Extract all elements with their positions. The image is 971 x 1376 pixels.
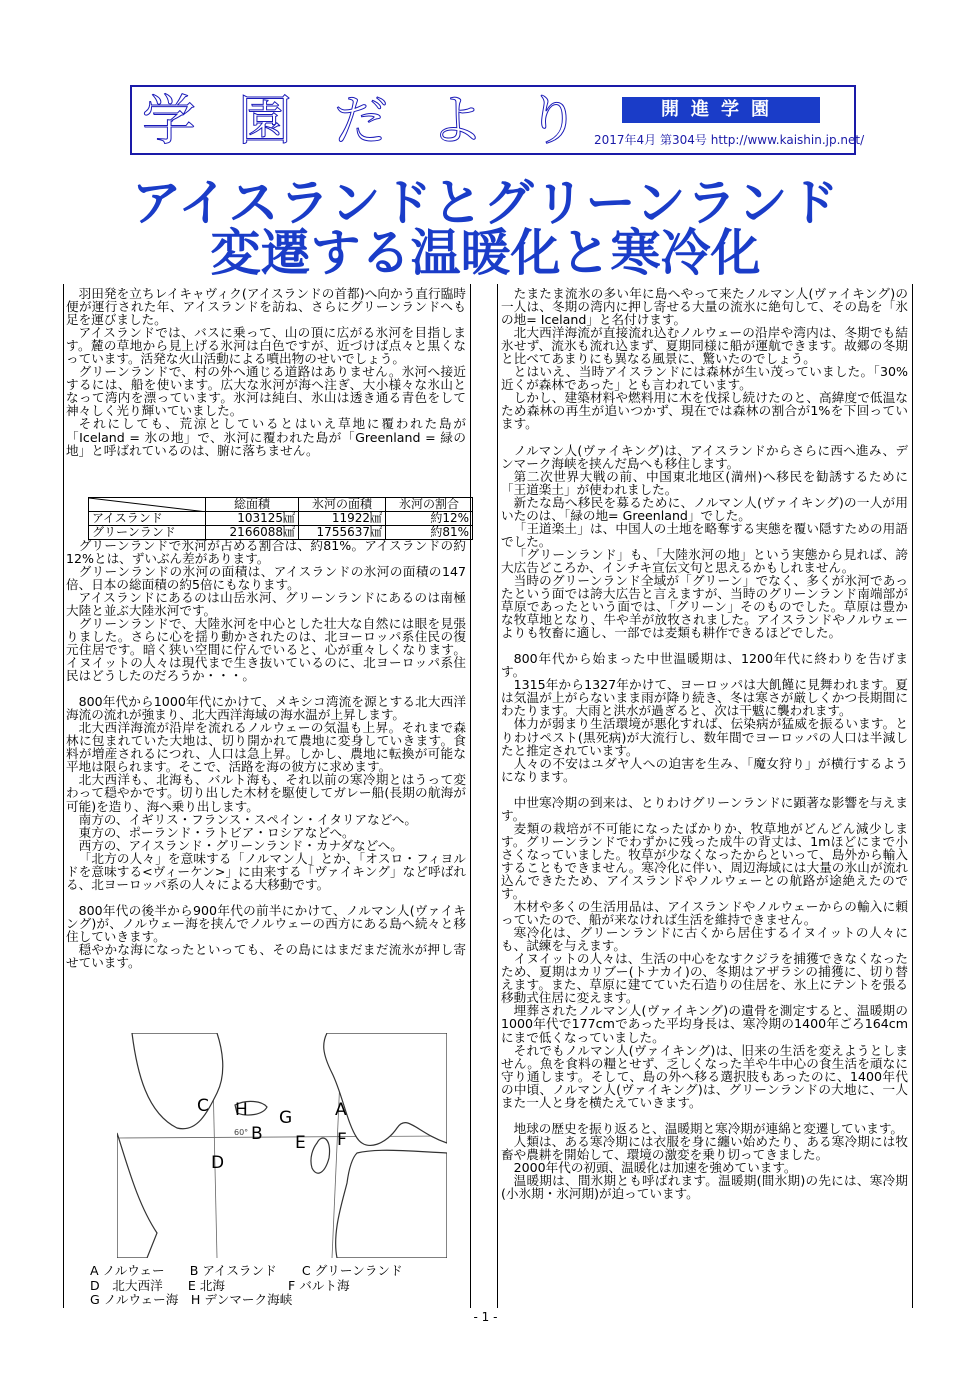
paragraph: しかし、建築材料や燃料用に木を伐採し続けたのと、高緯度で低温なため森林の再生が追いつかず、現在では森林の割合が1%を下回っています。 <box>501 390 908 432</box>
paragraph: 「グリーンランド」も、「大陸氷河の地」という実態から見れば、誇大広告どころか、インチキ宣伝文句と思えるかもしれません。 <box>501 546 908 575</box>
paragraph: グリーンランドで、大陸氷河を中心とした壮大な自然には眼を見張りました。さらに心を揺り動かされたのは、北ヨーロッパ系住民の復元住居です。暗く狭い空間に佇んでいると、心が重々しくなります。イヌイットの人々は現代まで生き抜いているのに、北ヨーロッパ系住民はどうしたのだろうか・・・。 <box>66 615 466 684</box>
masthead-title: 学園だより <box>142 89 622 152</box>
table-cell: 1755637㎢ <box>299 526 386 540</box>
table-corner-cell <box>89 498 206 512</box>
paragraph: 800年代の後半から900年代の前半にかけて、ノルマン人(ヴァイキング)が、ノルウェー海を挟んでノルウェーの西方にある島へ続々と移住していきます。 <box>66 902 466 944</box>
paragraph: 新たな島へ移民を募るために、ノルマン人(ヴァイキング)の一人が用いたのは、「緑の地= Greenland」でした。 <box>501 494 908 523</box>
left-column <box>66 287 466 1027</box>
map-label-f: F <box>337 1130 347 1150</box>
map-label-c: C <box>197 1096 209 1116</box>
paragraph: 体力が弱まり生活環境が悪化すれば、伝染病が猛威を振るいます。とりわけペスト(黒死病)が大流行し、数年間でヨーロッパの人口は半減したと推定されています。 <box>501 716 908 758</box>
table-header-row <box>89 498 473 512</box>
paragraph: 麦類の栽培が不可能になったばかりか、牧草地がどんどん減少します。グリーンランドでわずかに残った成牛の背丈は、1mほどにまで小さくなっていました。牧草が少なくなったからといって、島外から輸入することもできません。寒冷化に伴い、周辺海域には大量の氷山が流れ込んできたため、アイスランドやノルウェーとの航路が途絶えたのです。 <box>501 820 908 902</box>
paragraph: とはいえ、当時アイスランドには森林が生い茂っていました。「30%近くが森林であった」とも言われています。 <box>501 364 908 393</box>
paragraph: グリーンランドの氷河の面積は、アイスランドの氷河の面積の147倍、日本の総面積の約5倍にもなります。 <box>66 563 466 592</box>
table-cell: 2166088㎢ <box>206 526 299 540</box>
map-label-a: A <box>335 1100 347 1120</box>
table-cell: 103125㎢ <box>206 512 299 526</box>
column-rule <box>470 284 471 1308</box>
paragraph: グリーンランドで、村の外へ通じる道路はありません。氷河へ接近するには、船を使います。広大な氷河が海へ注ぎ、大小様々な氷山となって湾内を漂っています。氷河は純白、氷山は透き通る青色をして神々しく光り輝いていました。 <box>66 364 466 419</box>
paragraph: 「北方の人々」を意味する「ノルマン人」とか、「オスロ・フィヨルドを意味する<ヴィーケン>」に由来する「ヴァイキング」など呼ばれる、北ヨーロッパ系の人々による大移動です。 <box>66 850 466 892</box>
table-cell: アイスランド <box>89 512 206 526</box>
headline-line1: アイスランドとグリーンランド <box>131 174 840 232</box>
paragraph: 2000年代の初頭、温暖化は加速を強めています。 <box>513 1159 797 1175</box>
issue-info: 2017年4月 第304号 http://www.kaishin.jp.net/ <box>594 133 865 147</box>
column-rule <box>63 284 64 1308</box>
north-atlantic-map <box>117 1033 447 1258</box>
paragraph: 人々の不安はユダヤ人への迫害を生み、「魔女狩り」が横行するようになります。 <box>501 755 908 784</box>
europe-shape <box>336 1150 447 1258</box>
paragraph: アイスランドにあるのは山岳氷河、グリーンランドにあるのは南極大陸と並ぶ大陸氷河です。 <box>66 589 466 618</box>
diagonal-line <box>89 498 207 512</box>
paragraph: 当時のグリーンランド全域が「グリーン」でなく、多くが氷河であったという面では誇大広告と言えますが、当時のグリーンランド南端部が草原であったという面では、「グリーン」そのものでした。草原は豊かな牧草地となり、牛や羊が放牧されました。アイスランドやノルウェーよりも牧畜に適し、一部では麦類も耕作できるほどでした。 <box>501 572 908 641</box>
glacier-area-table <box>88 497 473 540</box>
paragraph: それでもノルマン人(ヴァイキング)は、旧来の生活を変えようとしません。魚を食料の糧とせず、乏しくなった羊や牛中心の食生活を頑なに守り通します。そして、島の外へ移る選択肢もあったのに、1400年代の中頃、ノルマン人(ヴァイキング)は、グリーンランドの大地に、一人また一人と身を横たえていきます。 <box>501 1042 908 1110</box>
map-label-g: G <box>279 1108 293 1128</box>
paragraph: 北大西洋も、北海も、バルト海も、それ以前の寒冷期とはうって変わって穏やかです。切り出した木材を駆使してガレー船(長期の航海が可能)を造り、海へ乗り出します。 <box>66 772 466 814</box>
legend-line: A ノルウェー B アイスランド C グリーンランド <box>90 1263 403 1278</box>
legend-line: G ノルウェー海 H デンマーク海峡 <box>90 1292 293 1307</box>
paragraph: 木材や多くの生活用品は、アイスランドやノルウェーからの輸入に頼っていたので、船が来なければ生活を維持できません。 <box>501 899 908 928</box>
map-legend <box>90 1264 403 1308</box>
map-label-e: E <box>295 1133 306 1153</box>
page-number: - 1 - <box>473 1310 498 1324</box>
paragraph: 南方の、イギリス・フランス・スペイン・イタリアなどへ。 <box>78 811 417 827</box>
paragraph: 埋葬されたノルマン人(ヴァイキング)の遺骨を測定すると、温暖期の1000年代で177cmであった平均身長は、寒冷期の1400年ごろ164cmにまで低くなっていました。 <box>501 1003 908 1045</box>
latitude-label: 60° <box>234 1128 249 1137</box>
column-rule <box>912 284 913 1308</box>
table-cell: 約12% <box>386 512 473 526</box>
right-column <box>501 287 908 1309</box>
table-row <box>89 512 473 526</box>
map-label-h: H <box>235 1100 248 1120</box>
paragraph: ノルマン人(ヴァイキング)は、アイスランドからさらに西へ進み、デンマーク海峡を挟んだ島へも移住します。 <box>501 442 908 471</box>
paragraph: グリーンランドで氷河が占める割合は、約81%。アイスランドの約12%とは、ずいぶん差があります。 <box>66 537 466 566</box>
paragraph: 北大西洋海流が直接流れ込むノルウェーの沿岸や湾内は、冬期でも結氷せず、流氷も流れ込まず、夏期同様に船が運航できます。故郷の冬期と比べてあまりにも異なる風景に、驚いたのでしょう。 <box>501 325 908 367</box>
table-header: 氷河の割合 <box>386 498 473 512</box>
paragraph: それにしても、荒涼としているとはいえ草地に覆われた島が「Iceland = 氷の地」で、氷河に覆われた島が「Greenland = 緑の地」と呼ばれているのは、腑に落ちません。 <box>66 416 466 458</box>
paragraph: 寒冷化は、グリーンランドに古くから居住するイヌイットの人々にも、試練を与えます。 <box>501 925 908 954</box>
table-row <box>89 526 473 540</box>
paragraph: 東方の、ポーランド・ラトビア・ロシアなどへ。 <box>78 824 355 840</box>
paragraph: 800年代から1000年代にかけて、メキシコ湾流を源とする北大西洋海流の流れが強まり、北大西洋海域の海水温が上昇します。 <box>66 694 466 723</box>
headline-line2: 変遷する温暖化と寒冷化 <box>210 224 761 282</box>
table-cell: 11922㎢ <box>299 512 386 526</box>
paragraph: 中世寒冷期の到来は、とりわけグリーンランドに顕著な影響を与えます。 <box>501 794 908 823</box>
paragraph: イヌイットの人々は、生活の中心をなすクジラを捕獲できなくなったため、夏期はカリブー(トナカイ)の、冬期はアザラシの捕獲に、切り替えます。また、草原に建てていた石造りの住居を、氷上にテントを張る移動式住居に変えます。 <box>501 951 908 1006</box>
paragraph: 西方の、アイスランド・グリーンランド・カナダなどへ。 <box>78 837 403 853</box>
paragraph: 人類は、ある寒冷期には衣服を身に纏い始めたり、ある寒冷期には牧畜や農耕を開始して、環境の激変を乗り切ってきました。 <box>501 1133 908 1162</box>
paragraph: 地球の歴史を振り返ると、温暖期と寒冷期が連綿と変遷しています。 <box>513 1120 903 1136</box>
column-rule <box>497 284 498 1308</box>
paragraph: 800年代から始まった中世温暖期は、1200年代に終わりを告げます。 <box>501 651 908 680</box>
paragraph: 第二次世界大戦の前、中国東北地区(満州)へ移民を勧誘するために「王道楽土」が使われました。 <box>501 468 908 497</box>
school-name: 開進学園 <box>622 97 820 123</box>
paragraph: アイスランドでは、バスに乗って、山の頂に広がる氷河を目指します。麓の草地から見上げる氷河は白色ですが、近づけば点々と黒くなっています。活発な火山活動による噴出物のせいでしょう。 <box>66 325 466 367</box>
paragraph: 羽田発を立ちレイキャヴィク(アイスランドの首都)へ向かう直行臨時便が運行された年、アイスランドを訪ね、さらにグリーンランドへも足を運びました。 <box>66 287 466 328</box>
paragraph: たまたま流氷の多い年に島へやって来たノルマン人(ヴァイキング)の一人は、冬期の湾内に押し寄せる大量の流氷に絶句して、その島を「氷の地= Iceland」と名付けます。 <box>501 287 908 328</box>
paragraph: 1315年から1327年かけて、ヨーロッパは大飢饉に見舞われます。夏は気温が上がらないまま雨が降り続き、冬は寒さが厳しくかつ長期間にわたります。大雨と洪水が過ぎると、次は干魃に襲われます。 <box>501 677 908 719</box>
map-label-b: B <box>251 1124 263 1144</box>
legend-line: D 北大西洋 E 北海 F バルト海 <box>90 1277 350 1293</box>
table-cell: グリーンランド <box>89 526 206 540</box>
table-cell: 約81% <box>386 526 473 540</box>
masthead-box <box>130 85 865 155</box>
table-header: 氷河の面積 <box>299 498 386 512</box>
table-header: 総面積 <box>206 498 299 512</box>
paragraph: 北大西洋海流が沿岸を流れるノルウェーの気温も上昇。それまで森林に包まれていた大地は、切り開かれて農地に変身していきます。食料が増産されるにつれ、人口は急上昇。しかし、農地に転換が可能な平地は限られます。そこで、活路を海の彼方に求めます。 <box>66 720 466 775</box>
map-label-d: D <box>211 1153 225 1173</box>
paragraph: 「王道楽土」は、中国人の土地を略奪する実態を覆い隠すための用語でした。 <box>501 520 908 549</box>
paragraph: 温暖期は、間氷期とも呼ばれます。温暖期(間氷期)の先には、寒冷期(小氷期・氷河期)が迫っています。 <box>501 1173 908 1202</box>
paragraph: 穏やかな海になったといっても、その島にはまだまだ流氷が押し寄せています。 <box>66 941 466 971</box>
